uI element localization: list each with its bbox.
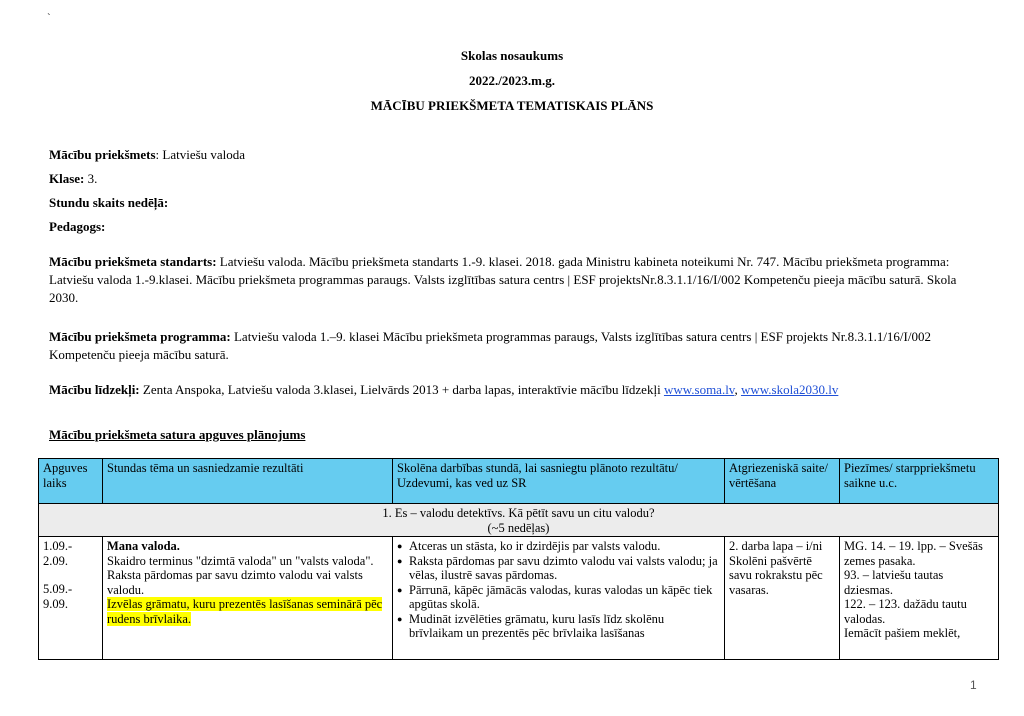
- teacher-label: Pedagogs:: [49, 219, 106, 234]
- school-year: 2022./2023.m.g.: [469, 73, 555, 88]
- feedback-worksheet: 2. darba lapa – i/ni: [729, 539, 823, 553]
- stray-mark: `: [47, 12, 51, 24]
- note-item: MG. 14. – 19. lpp. – Svešās zemes pasaka.: [844, 539, 983, 568]
- header-topic: Stundas tēma un sasniedzamie rezultāti: [103, 459, 393, 504]
- unit-row: [39, 504, 999, 537]
- class-label: Klase:: [49, 171, 85, 186]
- note-item: 122. – 123. dažādu tautu valodas.: [844, 597, 967, 626]
- list-item: ● Mudināt izvēlēties grāmatu, kuru lasīs līdz skolēnu brīvlaikam un prezentēs pēc brīvlaika lasīšanas: [397, 612, 720, 641]
- unit-title: 1. Es – valodu detektīvs. Kā pētīt savu un citu valodu?: [382, 506, 655, 520]
- header-notes: Piezīmes/ starppriekšmetu saikne u.c.: [840, 459, 999, 504]
- time-cell: [39, 537, 103, 660]
- list-item: ● Pārrunā, kāpēc jāmācās valodas, kuras valodas un kāpēc tiek apgūtas skolā.: [397, 583, 720, 612]
- header-activities: Skolēna darbības stundā, lai sasniegtu plānoto rezultātu/ Uzdevumi, kas ved uz SR: [393, 459, 725, 504]
- page-number: 1: [970, 678, 977, 692]
- plan-table: [38, 458, 999, 660]
- note-item: Iemācīt pašiem meklēt,: [844, 626, 961, 640]
- standard-text: Latviešu valoda. Mācību priekšmeta standarts 1.-9. klasei. 2018. gada Ministru kabineta noteikumi Nr. 747. Mācību priekšmeta programma: Latviešu valoda 1.-9.klasei. Mācību priekšmeta programmas paraugs. Valsts izglītības satura centrs | ESF projektsNr.8.3.1.1/16/I/002 Kompetenču pieeja mācību saturā. Skola 2030.: [49, 254, 957, 305]
- skola2030-link[interactable]: www.skola2030.lv: [740, 382, 839, 397]
- subject-line: [49, 147, 245, 163]
- unit-cell: [39, 504, 999, 537]
- header-time: Apguves laiks: [39, 459, 103, 504]
- topic-outcome-1: Skaidro terminus "dzimtā valoda" un "valsts valoda".: [107, 553, 374, 568]
- time-range-2: 5.09.- 9.09.: [43, 582, 73, 611]
- note-item: 93. – latviešu tautas dziesmas.: [844, 568, 944, 597]
- program-text: Latviešu valoda 1.–9. klasei Mācību priekšmeta programmas paraugs, Valsts izglītības satura centrs | ESF projekts Nr.8.3.1.1/16/I/002 Kompetenču pieeja mācību saturā.: [49, 329, 931, 362]
- unit-duration: (~5 nedēļas): [487, 520, 550, 535]
- list-item: ● Raksta pārdomas par savu dzimto valodu vai valsts valodu; ja vēlas, ilustrē savas pārdomas.: [397, 554, 720, 583]
- topic-outcome-2: Raksta pārdomas par savu dzimto valodu vai valsts valodu.: [107, 568, 363, 597]
- table-header-row: [39, 459, 999, 504]
- program-paragraph: [49, 328, 979, 364]
- activities-cell: [393, 537, 725, 660]
- hours-line: [49, 195, 168, 211]
- activities-list: [397, 539, 720, 641]
- document-title: MĀCĪBU PRIEKŠMETA TEMATISKAIS PLĀNS: [370, 98, 654, 113]
- program-label: Mācību priekšmeta programma:: [49, 329, 231, 344]
- topic-cell: [103, 537, 393, 660]
- materials-label: Mācību līdzekļi:: [49, 382, 140, 397]
- subject-value: : Latviešu valoda: [155, 147, 246, 162]
- feedback-cell: [725, 537, 840, 660]
- class-line: [49, 171, 97, 187]
- list-item: ● Atceras un stāsta, ko ir dzirdējis par valsts valodu.: [397, 539, 720, 554]
- header-feedback: Atgriezeniskā saite/ vērtēšana: [725, 459, 840, 504]
- time-range-1: 1.09.- 2.09.: [43, 539, 73, 568]
- class-value: 3.: [84, 171, 98, 186]
- materials-paragraph: [49, 381, 979, 399]
- topic-title: Mana valoda.: [107, 539, 180, 553]
- feedback-selfassessment: Skolēni pašvērtē savu rokrakstu pēc vasaras.: [729, 553, 823, 597]
- hours-label: Stundu skaits nedēļā:: [49, 195, 169, 210]
- soma-link[interactable]: www.soma.lv: [663, 382, 735, 397]
- standard-paragraph: [49, 253, 979, 307]
- school-name: Skolas nosaukums: [460, 48, 564, 63]
- materials-text: Zenta Anspoka, Latviešu valoda 3.klasei, Lielvārds 2013 + darba lapas, interaktīvie mācību līdzekļi: [139, 382, 664, 397]
- notes-cell: [840, 537, 999, 660]
- teacher-line: [49, 219, 105, 235]
- standard-label: Mācību priekšmeta standarts:: [49, 254, 217, 269]
- subject-label: Mācību priekšmets: [49, 147, 156, 162]
- table-row: [39, 537, 999, 660]
- section-title: Mācību priekšmeta satura apguves plānojums: [49, 427, 306, 442]
- link-separator: ,: [734, 382, 741, 397]
- topic-outcome-highlighted: Izvēlas grāmatu, kuru prezentēs lasīšanas seminārā pēc rudens brīvlaika.: [107, 597, 383, 626]
